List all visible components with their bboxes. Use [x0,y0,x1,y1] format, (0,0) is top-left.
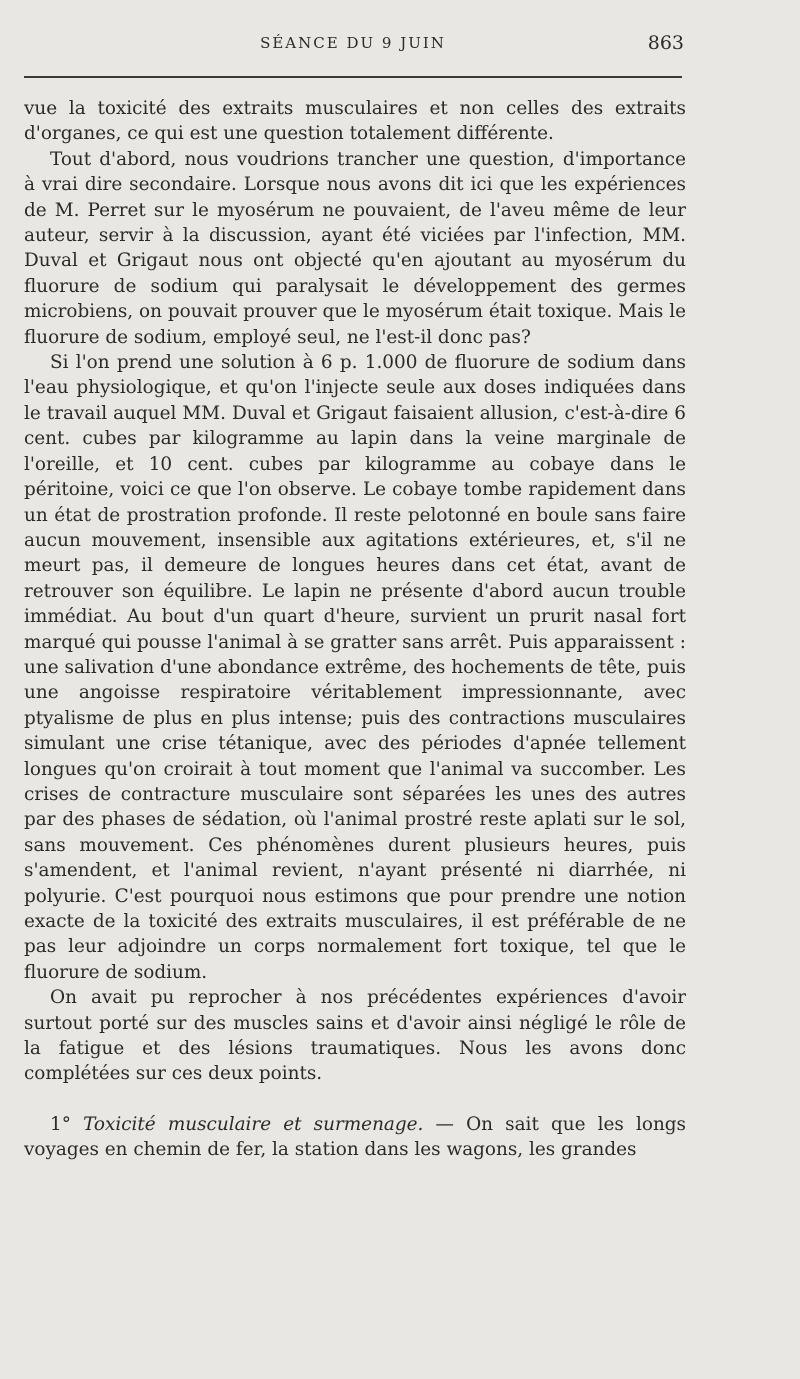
section-number: 1° [50,1113,71,1135]
paragraph: Tout d'abord, nous voudrions trancher une question, d'importance à vrai dire secondaire. Lorsque nous avons dit ici que les expériences de M. Perret sur le myosérum ne pouvaient, de l'aveu même de leur auteur, servir à la discussion, ayant été viciées par l'infection, MM. Duval et Grigaut nous ont objecté qu'en ajoutant au myosérum du fluorure de sodium qui paralysait le développement des germes microbiens, on pouvait prouver que le myosérum était toxique. Mais le fluorure de sodium, employé seul, ne l'est-il donc pas? [24,148,686,348]
section-paragraph [24,1112,686,1163]
paragraph: On avait pu reprocher à nos précédentes expériences d'avoir surtout porté sur des muscles sains et d'avoir ainsi négligé le rôle de la fatigue et des lésions traumatiques. Nous les avons donc complétées sur ces deux points. [24,987,686,1085]
header-rule [24,76,682,78]
section-text: — On sait que les longs voyages en chemin de fer, la station dans les wagons, les grandes [24,1113,686,1161]
page-number: 863 [647,32,684,54]
paragraph: Si l'on prend une solution à 6 p. 1.000 de fluorure de sodium dans l'eau physiologique, et qu'on l'injecte seule aux doses indiquées dans le travail auquel MM. Duval et Grigaut faisaient allusion, c'est-à-dire 6 cent. cubes par kilogramme au lapin dans la veine marginale de l'oreille, et 10 cent. cubes par kilogramme au cobaye dans le péritoine, voici ce que l'on observe. Le cobaye tombe rapidement dans un état de prostration profonde. Il reste pelotonné en boule sans faire aucun mouvement, insensible aux agitations extérieures, et, s'il ne meurt pas, il demeure de longues heures dans cet état, avant de retrouver son équilibre. Le lapin ne présente d'abord aucun trouble immédiat. Au bout d'un quart d'heure, survient un prurit nasal fort marqué qui pousse l'animal à se gratter sans arrêt. Puis apparaissent : une salivation d'une abondance extrême, des hochements de tête, puis une angoisse respiratoire véritablement impressionnante, avec ptyalisme de plus en plus intense; puis des contractions musculaires simulant une crise tétanique, avec des périodes d'apnée tellement longues qu'on croirait à tout moment que l'animal va succomber. Les crises de contracture musculaire sont séparées les unes des autres par des phases de sédation, où l'animal prostré reste aplati sur le sol, sans mouvement. Ces phénomènes durent plusieurs heures, puis s'amendent, et l'animal revient, n'ayant présenté ni diarrhée, ni polyurie. C'est pourquoi nous estimons que pour prendre une notion exacte de la toxicité des extraits musculaires, il est préférable de ne pas leur adjoindre un corps normalement fort toxique, tel que le fluorure de sodium. [24,352,686,983]
page-header [24,34,682,64]
paragraph-continued: vue la toxicité des extraits musculaires et non celles des extraits d'organes, ce qui est une question totalement différente. [24,98,686,145]
section-title: Toxicité musculaire et surmenage. [83,1113,424,1135]
running-head: SÉANCE DU 9 JUIN [260,34,446,52]
body-text [24,96,686,1163]
